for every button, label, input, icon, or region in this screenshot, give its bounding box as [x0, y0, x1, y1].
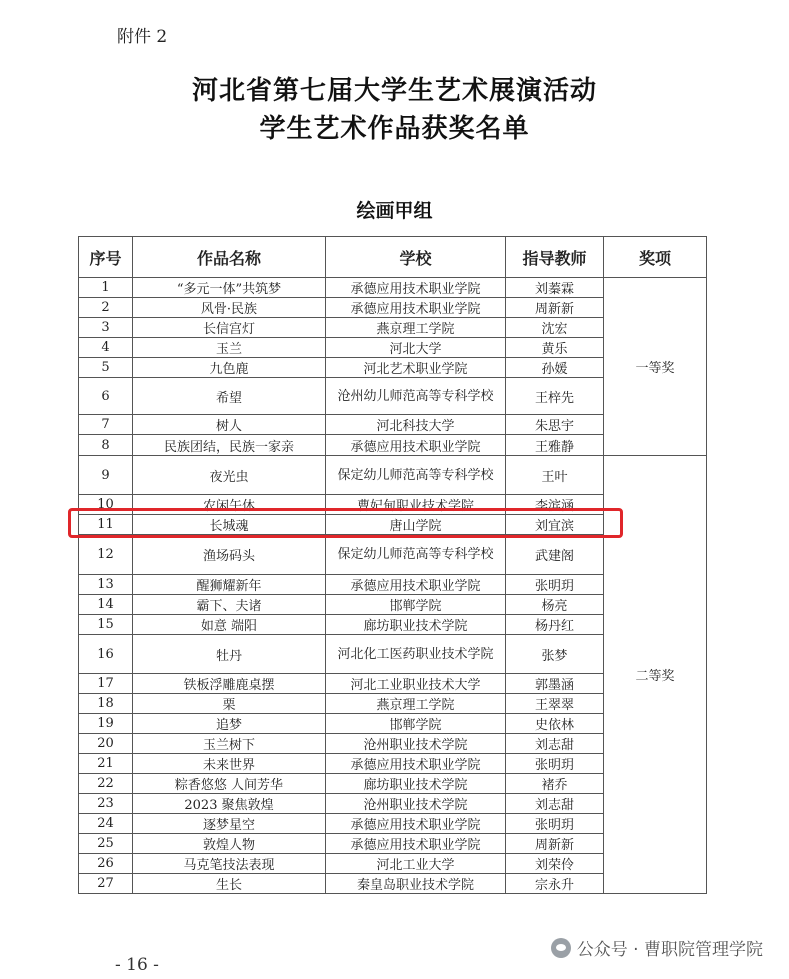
cell-school: 河北化工医药职业技术学院: [326, 635, 506, 674]
cell-school: 曹妃甸职业技术学院: [326, 495, 506, 515]
cell-index: 15: [79, 615, 133, 635]
cell-work: 玉兰: [133, 338, 326, 358]
cell-school: 河北艺术职业学院: [326, 358, 506, 378]
cell-school: 河北工业大学: [326, 854, 506, 874]
cell-school: 河北大学: [326, 338, 506, 358]
cell-index: 2: [79, 298, 133, 318]
cell-work: 夜光虫: [133, 456, 326, 495]
cell-teacher: 宗永升: [506, 874, 604, 894]
cell-school: 燕京理工学院: [326, 694, 506, 714]
cell-work: 栗: [133, 694, 326, 714]
cell-school: 邯郸学院: [326, 595, 506, 615]
cell-school: 唐山学院: [326, 515, 506, 535]
cell-work: 牡丹: [133, 635, 326, 674]
cell-work: 农闲午休: [133, 495, 326, 515]
page-number: - 16 -: [115, 955, 159, 975]
table-row: [79, 278, 707, 298]
cell-index: 3: [79, 318, 133, 338]
cell-school: 河北工业职业技术大学: [326, 674, 506, 694]
cell-work: 铁板浮雕鹿桌摆: [133, 674, 326, 694]
cell-work: 树人: [133, 415, 326, 435]
award-table: [78, 236, 707, 894]
cell-teacher: 刘志甜: [506, 734, 604, 754]
cell-work: 九色鹿: [133, 358, 326, 378]
cell-work: 长城魂: [133, 515, 326, 535]
cell-work: “多元一体”共筑梦: [133, 278, 326, 298]
cell-teacher: 史依林: [506, 714, 604, 734]
watermark: [551, 935, 763, 960]
cell-index: 11: [79, 515, 133, 535]
cell-index: 12: [79, 535, 133, 575]
cell-index: 26: [79, 854, 133, 874]
cell-school: 邯郸学院: [326, 714, 506, 734]
cell-work: 如意 端阳: [133, 615, 326, 635]
cell-teacher: 杨丹红: [506, 615, 604, 635]
cell-school: 承德应用技术职业学院: [326, 435, 506, 456]
cell-teacher: 张明玥: [506, 575, 604, 595]
cell-teacher: 王叶: [506, 456, 604, 495]
cell-teacher: 王雅静: [506, 435, 604, 456]
cell-teacher: 张梦: [506, 635, 604, 674]
cell-school: 秦皇岛职业技术学院: [326, 874, 506, 894]
cell-school: 沧州幼儿师范高等专科学校: [326, 378, 506, 415]
cell-work: 民族团结，民族一家亲: [133, 435, 326, 456]
cell-school: 廊坊职业技术学院: [326, 774, 506, 794]
cell-teacher: 刘蓁霖: [506, 278, 604, 298]
cell-work: 希望: [133, 378, 326, 415]
cell-teacher: 黄乐: [506, 338, 604, 358]
cell-teacher: 杨亮: [506, 595, 604, 615]
cell-work: 追梦: [133, 714, 326, 734]
cell-index: 1: [79, 278, 133, 298]
header-teacher: 指导教师: [506, 237, 604, 278]
cell-teacher: 孙媛: [506, 358, 604, 378]
cell-index: 23: [79, 794, 133, 814]
cell-index: 19: [79, 714, 133, 734]
cell-school: 保定幼儿师范高等专科学校: [326, 456, 506, 495]
cell-work: 未来世界: [133, 754, 326, 774]
document-title-line1: 河北省第七届大学生艺术展演活动: [191, 76, 597, 106]
cell-school: 沧州职业技术学院: [326, 734, 506, 754]
cell-work: 马克笔技法表现: [133, 854, 326, 874]
prize-first: 一等奖: [604, 278, 707, 456]
cell-teacher: 褚乔: [506, 774, 604, 794]
cell-work: 2023 聚焦敦煌: [133, 794, 326, 814]
cell-school: 燕京理工学院: [326, 318, 506, 338]
wechat-icon: [551, 938, 571, 958]
cell-index: 14: [79, 595, 133, 615]
document-title-line2: 学生艺术作品获奖名单: [259, 114, 530, 144]
cell-teacher: 王翠翠: [506, 694, 604, 714]
cell-teacher: 刘荣伶: [506, 854, 604, 874]
cell-teacher: 王梓先: [506, 378, 604, 415]
cell-work: 玉兰树下: [133, 734, 326, 754]
cell-teacher: 周新新: [506, 298, 604, 318]
table-row: [79, 456, 707, 495]
cell-index: 25: [79, 834, 133, 854]
cell-teacher: 刘志甜: [506, 794, 604, 814]
attachment-label: 附件 2: [117, 27, 168, 47]
table-body: [79, 278, 707, 894]
cell-index: 22: [79, 774, 133, 794]
cell-teacher: 张明玥: [506, 754, 604, 774]
cell-index: 20: [79, 734, 133, 754]
cell-index: 6: [79, 378, 133, 415]
cell-teacher: 刘宜滨: [506, 515, 604, 535]
cell-work: 风骨·民族: [133, 298, 326, 318]
table-header-row: [79, 237, 707, 278]
cell-work: 渔场码头: [133, 535, 326, 575]
cell-index: 16: [79, 635, 133, 674]
cell-index: 7: [79, 415, 133, 435]
cell-teacher: 沈宏: [506, 318, 604, 338]
cell-school: 沧州职业技术学院: [326, 794, 506, 814]
cell-work: 生长: [133, 874, 326, 894]
cell-school: 承德应用技术职业学院: [326, 298, 506, 318]
group-subtitle: 绘画甲组: [356, 200, 433, 222]
cell-index: 17: [79, 674, 133, 694]
cell-teacher: 周新新: [506, 834, 604, 854]
header-work: 作品名称: [133, 237, 326, 278]
prize-second: 二等奖: [604, 456, 707, 894]
cell-index: 27: [79, 874, 133, 894]
header-index: 序号: [79, 237, 133, 278]
cell-school: 承德应用技术职业学院: [326, 754, 506, 774]
header-prize: 奖项: [604, 237, 707, 278]
cell-index: 5: [79, 358, 133, 378]
highlight-box: [68, 508, 623, 538]
cell-work: 逐梦星空: [133, 814, 326, 834]
cell-work: 霸下、夫诸: [133, 595, 326, 615]
cell-school: 承德应用技术职业学院: [326, 814, 506, 834]
header-school: 学校: [326, 237, 506, 278]
cell-school: 承德应用技术职业学院: [326, 575, 506, 595]
watermark-text: 公众号 · 曹职院管理学院: [576, 940, 763, 960]
cell-index: 21: [79, 754, 133, 774]
cell-index: 24: [79, 814, 133, 834]
cell-teacher: 李滨涵: [506, 495, 604, 515]
cell-index: 4: [79, 338, 133, 358]
cell-work: 长信宫灯: [133, 318, 326, 338]
cell-school: 廊坊职业技术学院: [326, 615, 506, 635]
cell-index: 18: [79, 694, 133, 714]
cell-teacher: 朱思宇: [506, 415, 604, 435]
cell-index: 13: [79, 575, 133, 595]
cell-school: 保定幼儿师范高等专科学校: [326, 535, 506, 575]
cell-teacher: 张明玥: [506, 814, 604, 834]
cell-teacher: 郭墨涵: [506, 674, 604, 694]
cell-school: 承德应用技术职业学院: [326, 278, 506, 298]
cell-school: 承德应用技术职业学院: [326, 834, 506, 854]
cell-index: 8: [79, 435, 133, 456]
cell-teacher: 武建阁: [506, 535, 604, 575]
cell-work: 醒狮耀新年: [133, 575, 326, 595]
cell-school: 河北科技大学: [326, 415, 506, 435]
cell-work: 粽香悠悠 人间芳华: [133, 774, 326, 794]
cell-index: 10: [79, 495, 133, 515]
cell-index: 9: [79, 456, 133, 495]
cell-work: 敦煌人物: [133, 834, 326, 854]
